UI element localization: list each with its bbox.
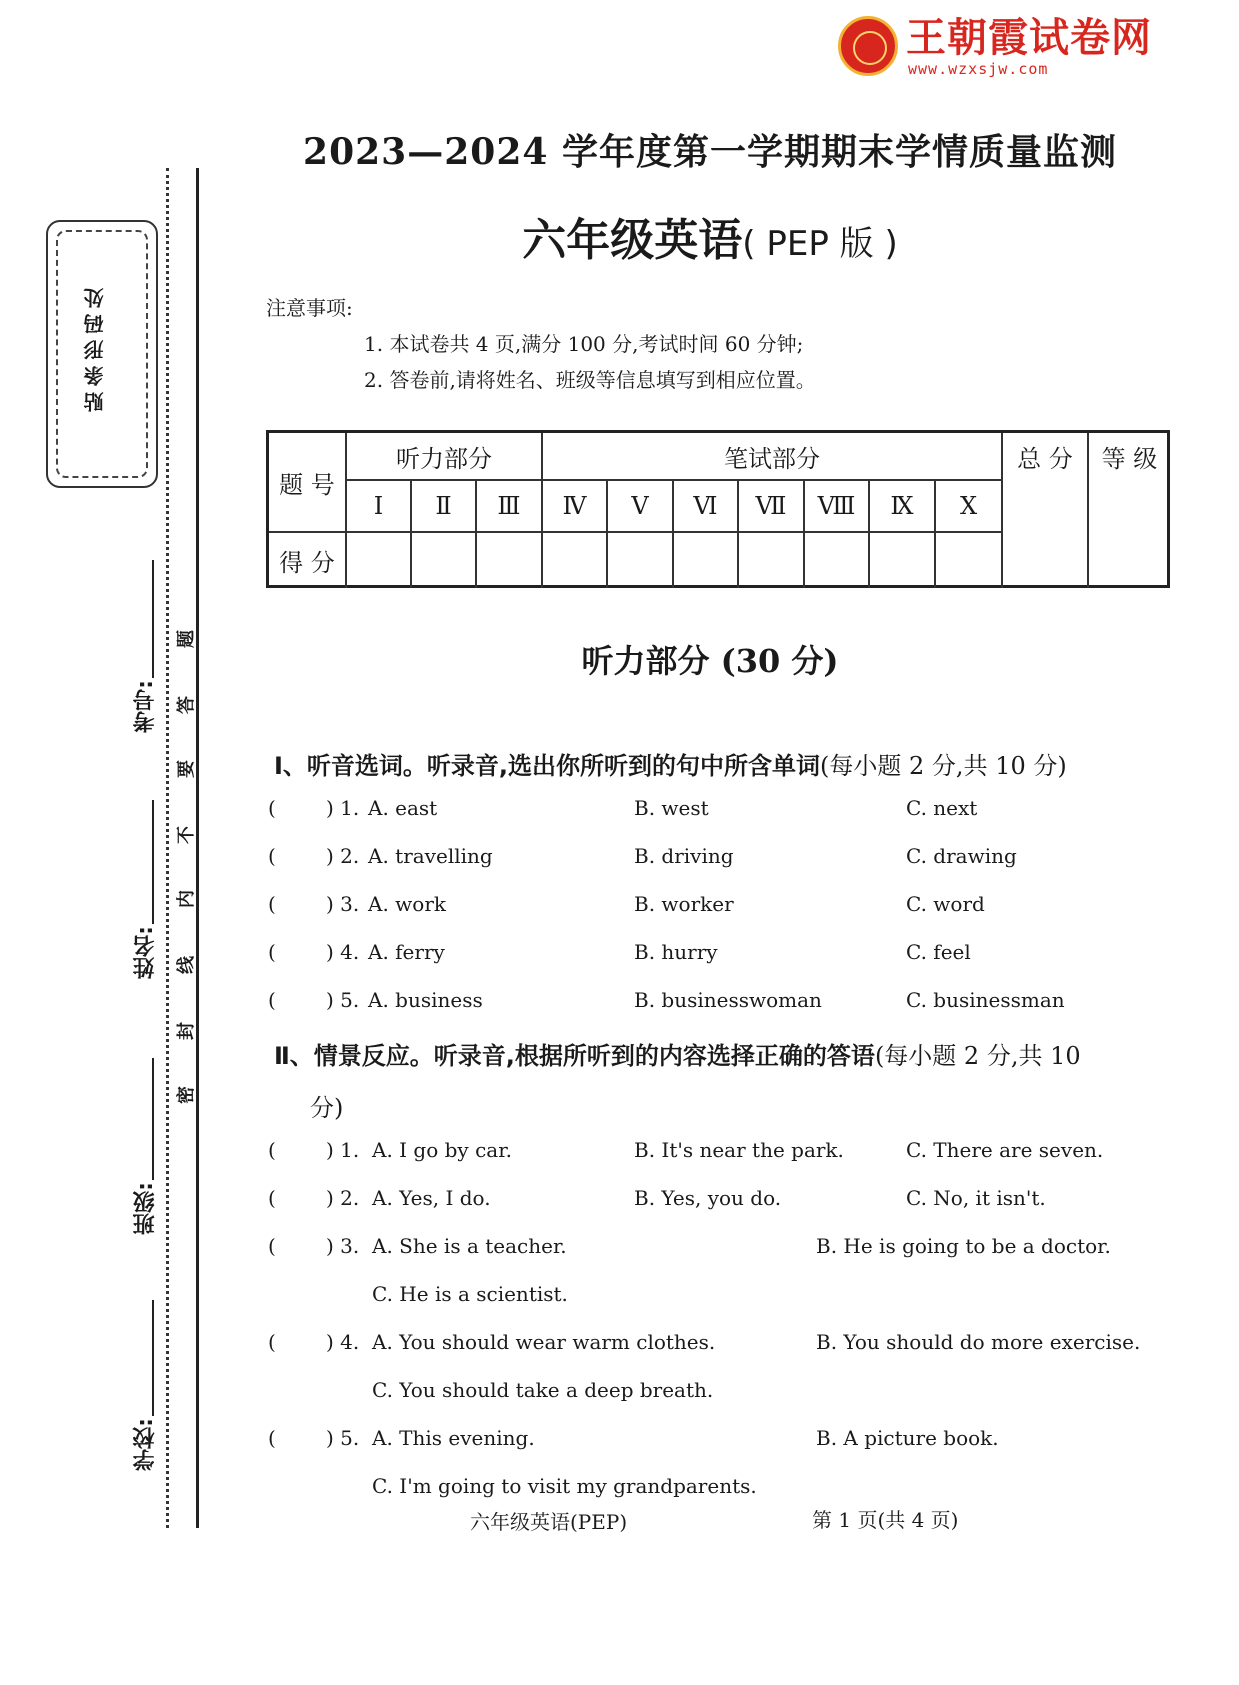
binding-line	[196, 168, 199, 1528]
grade-header: 等 级	[1101, 445, 1158, 473]
notice-item: 2. 答卷前,请将姓名、班级等信息填写到相应位置。	[364, 368, 816, 392]
option-a[interactable]: A. business	[368, 988, 483, 1012]
listening-header: 听力部分	[347, 433, 543, 481]
option-b[interactable]: B. driving	[634, 844, 734, 868]
option-a[interactable]: A. This evening.	[372, 1426, 535, 1450]
listening-section-title: 听力部分 (30 分)	[581, 642, 839, 680]
option-c[interactable]: C. There are seven.	[906, 1138, 1104, 1162]
option-c[interactable]: C. businessman	[906, 988, 1065, 1012]
option-a[interactable]: A. She is a teacher.	[372, 1234, 567, 1258]
class-label: 班级:	[133, 1182, 158, 1235]
score-cell[interactable]	[870, 533, 936, 588]
question-row: ( ) 5.	[268, 988, 360, 1012]
part2-points: (每小题 2 分,共 10	[874, 1042, 1081, 1070]
score-cell[interactable]	[543, 533, 608, 588]
footer-page-number: 第 1 页(共 4 页)	[812, 1508, 959, 1532]
question-row: ( ) 3.	[268, 892, 360, 916]
option-b[interactable]: B. west	[634, 796, 709, 820]
section-numeral: Ⅵ	[674, 481, 739, 533]
score-cell[interactable]	[412, 533, 477, 588]
option-b[interactable]: B. worker	[634, 892, 734, 916]
score-table	[266, 430, 1170, 588]
question-row: ( ) 4.	[268, 940, 360, 964]
total-header: 总 分	[1003, 433, 1089, 588]
seal-char: 答	[176, 696, 197, 714]
score-cell[interactable]	[608, 533, 674, 588]
option-c[interactable]: C. drawing	[906, 844, 1017, 868]
logo-site: www.wzxsjw.com	[908, 60, 1049, 78]
question-row: ( ) 2.	[268, 1186, 360, 1210]
notice-heading: 注意事项:	[266, 296, 353, 320]
question-row: ( ) 1.	[268, 796, 360, 820]
subject-title	[300, 204, 1120, 268]
logo-seal-icon	[838, 16, 898, 76]
option-a[interactable]: A. Yes, I do.	[372, 1186, 491, 1210]
logo-brand: 王朝霞试卷网	[906, 15, 1152, 61]
option-c[interactable]: C. He is a scientist.	[372, 1282, 568, 1306]
score-cell[interactable]	[739, 533, 805, 588]
site-logo	[838, 12, 1158, 78]
row-label-number: 题 号	[269, 433, 347, 533]
part1-heading	[274, 746, 1067, 781]
option-a[interactable]: A. You should wear warm clothes.	[372, 1330, 716, 1354]
seal-char: 密	[176, 1086, 197, 1104]
option-c[interactable]: C. You should take a deep breath.	[372, 1378, 714, 1402]
school-label: 学校:	[133, 1418, 158, 1471]
seal-char: 要	[176, 760, 197, 778]
question-row: ( ) 5.	[268, 1426, 360, 1450]
part1-points: (每小题 2 分,共 10 分)	[820, 752, 1067, 780]
section-numeral: Ⅹ	[936, 481, 1003, 533]
score-cell[interactable]	[347, 533, 412, 588]
section-numeral: Ⅲ	[477, 481, 543, 533]
option-a[interactable]: A. ferry	[368, 940, 445, 964]
section-numeral: Ⅴ	[608, 481, 674, 533]
option-b[interactable]: B. It's near the park.	[634, 1138, 844, 1162]
option-b[interactable]: B. A picture book.	[816, 1426, 999, 1450]
seal-char: 题	[176, 630, 197, 648]
option-b[interactable]: B. He is going to be a doctor.	[816, 1234, 1111, 1258]
question-row: ( ) 3.	[268, 1234, 360, 1258]
barcode-label: 贴条形码处	[83, 282, 107, 412]
option-a[interactable]: A. work	[368, 892, 446, 916]
part2-points-cont: 分)	[310, 1094, 344, 1122]
part1-instruction: Ⅰ、听音选词。听录音,选出你所听到的句中所含单词	[274, 752, 821, 780]
exam-number-label: 考号:	[133, 680, 158, 733]
part2-heading	[274, 1036, 1081, 1071]
option-b[interactable]: B. businesswoman	[634, 988, 822, 1012]
score-cell[interactable]	[477, 533, 543, 588]
dotted-cut-line	[166, 168, 169, 1528]
seal-char: 不	[176, 826, 197, 844]
option-b[interactable]: B. Yes, you do.	[634, 1186, 782, 1210]
subject-name: 六年级英语	[522, 215, 743, 266]
section-numeral: Ⅸ	[870, 481, 936, 533]
part2-instruction: Ⅱ、情景反应。听录音,根据所听到的内容选择正确的答语	[274, 1042, 875, 1070]
question-row: ( ) 2.	[268, 844, 360, 868]
notice-item: 1. 本试卷共 4 页,满分 100 分,考试时间 60 分钟;	[364, 332, 804, 356]
score-cell[interactable]	[674, 533, 739, 588]
question-row: ( ) 1.	[268, 1138, 360, 1162]
option-b[interactable]: B. hurry	[634, 940, 718, 964]
section-numeral: Ⅱ	[412, 481, 477, 533]
question-row: ( ) 4.	[268, 1330, 360, 1354]
seal-char: 内	[176, 890, 197, 908]
score-cell[interactable]	[805, 533, 870, 588]
option-a[interactable]: A. travelling	[368, 844, 493, 868]
footer-subject: 六年级英语(PEP)	[470, 1510, 628, 1534]
exam-title: 2023—2024 学年度第一学期期末学情质量监测	[303, 131, 1117, 173]
score-cell[interactable]	[936, 533, 1003, 588]
section-numeral: Ⅳ	[543, 481, 608, 533]
option-a[interactable]: A. I go by car.	[372, 1138, 512, 1162]
section-numeral: Ⅶ	[739, 481, 805, 533]
name-label: 姓名:	[133, 926, 158, 979]
option-c[interactable]: C. word	[906, 892, 985, 916]
section-numeral: Ⅰ	[347, 481, 412, 533]
option-a[interactable]: A. east	[368, 796, 438, 820]
writing-header: 笔试部分	[543, 433, 1003, 481]
seal-char: 封	[176, 1022, 197, 1040]
option-c[interactable]: C. next	[906, 796, 978, 820]
section-numeral: Ⅷ	[805, 481, 870, 533]
option-c[interactable]: C. No, it isn't.	[906, 1186, 1046, 1210]
seal-char: 线	[176, 956, 197, 974]
option-b[interactable]: B. You should do more exercise.	[816, 1330, 1141, 1354]
edition: ( PEP 版 )	[742, 224, 898, 264]
row-label-score: 得 分	[269, 533, 347, 588]
option-c[interactable]: C. I'm going to visit my grandparents.	[372, 1474, 757, 1498]
option-c[interactable]: C. feel	[906, 940, 971, 964]
